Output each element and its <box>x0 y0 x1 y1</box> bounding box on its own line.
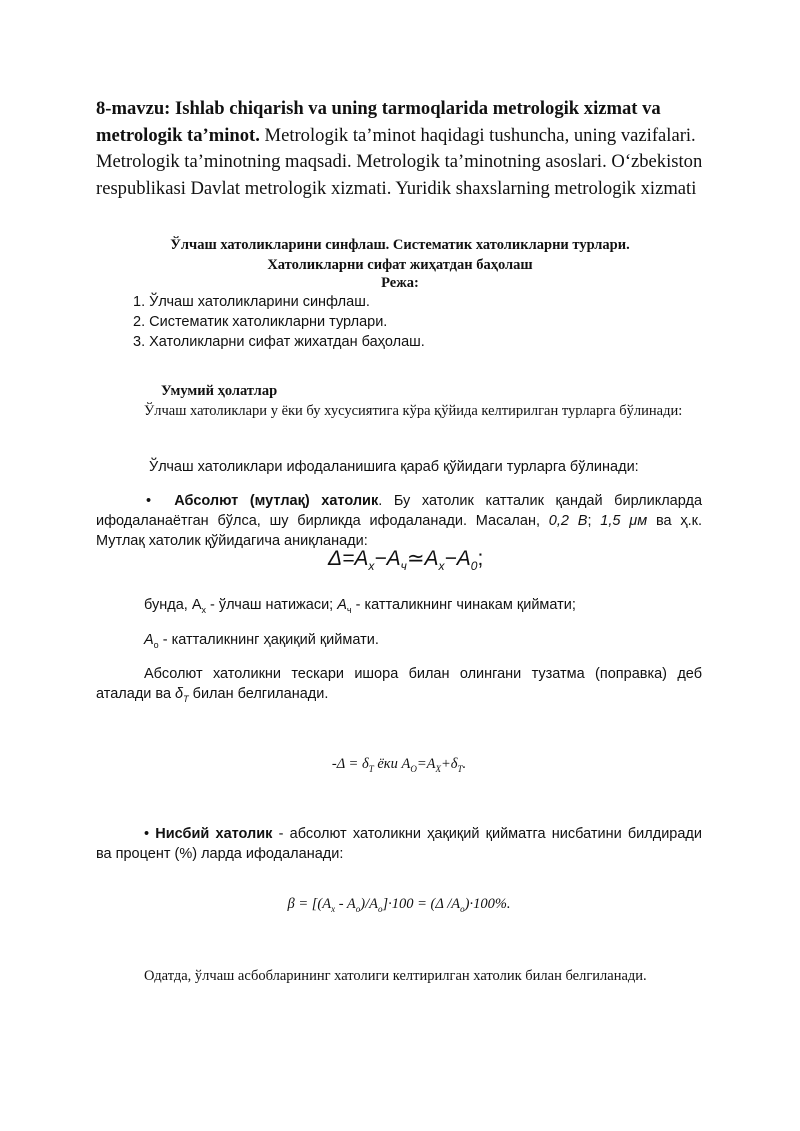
absolute-error-text: . Бу хатолик катталик қандай бирликларда ифодаланаётган бўлса, шу бирликда ифодаланади. Масалан, <box>96 493 703 529</box>
absolute-error-text-end: ва ҳ.к. Мутлақ хатолик қўйидагича аниқланади: <box>96 513 703 549</box>
plan-label: Режа: <box>381 275 419 291</box>
formula2-sub: X <box>435 763 441 774</box>
general-paragraph-1: Ўлчаш хатоликлари у ёки бу хусусиятига кўра қўйида келтирилган турларга бўлинади: <box>144 403 683 419</box>
formula-a: A <box>456 547 471 570</box>
absolute-error-term: Абсолют (мутлақ) хатолик <box>174 493 379 509</box>
where-text: - катталикнинг чинакам қиймати; <box>351 597 576 613</box>
relative-error-paragraph <box>96 824 702 864</box>
correction-text-end: билан белгиланади. <box>188 686 329 702</box>
formula3-part: )·100%. <box>464 896 511 912</box>
formula3-sub: x <box>331 903 336 914</box>
formula2-sub: O <box>410 763 417 774</box>
formula-a: A <box>354 547 369 570</box>
example-value-1: 0,2 В <box>548 513 588 529</box>
plan-item-3: 3. Хатоликларни сифат жихатдан баҳолаш. <box>133 334 425 350</box>
correction-symbol: δ <box>175 686 184 702</box>
formula-a: A <box>386 547 401 570</box>
formula3-sub: o <box>355 903 361 914</box>
bullet: • <box>144 826 150 842</box>
topic-title: 8-mavzu: Ishlab chiqarish va uning tarmoqlarida metrologik xizmat va metrologik ta’minot. <box>96 98 661 146</box>
closing-paragraph: Одатда, ўлчаш асбобларининг хатолиги келтирилган хатолик билан белгиланади. <box>144 968 647 984</box>
correction-paragraph <box>96 664 702 709</box>
formula-equals: = <box>342 547 355 570</box>
formula3-sub: o <box>377 903 383 914</box>
formula-minus: − <box>374 547 387 570</box>
relative-error-formula <box>96 896 702 914</box>
correction-formula <box>96 756 702 774</box>
formula-sub: x <box>438 559 445 574</box>
formula-sub: ч <box>400 559 407 574</box>
where-sub: o <box>153 639 159 650</box>
lecture-title-line-2: Хатоликларни сифат жиҳатдан баҳолаш <box>267 257 533 273</box>
formula-semicolon: ; <box>477 547 484 570</box>
formula2-part: ёки A <box>373 756 411 772</box>
formula3-sub: o <box>460 903 465 914</box>
where-symbol: A <box>337 597 347 613</box>
topic-paragraph <box>96 96 708 202</box>
plan-item-1: 1. Ўлчаш хатоликларини синфлаш. <box>133 294 370 310</box>
formula-minus: − <box>444 547 457 570</box>
where-sub: x <box>201 604 206 615</box>
lecture-title-line-1: Ўлчаш хатоликларини синфлаш. Систематик хатоликларни турлари. <box>170 237 630 253</box>
example-value-2: 1,5 μм <box>600 513 648 529</box>
where-line-1 <box>144 595 704 620</box>
formula-approx: ≃ <box>406 547 425 570</box>
plan-item-2: 2. Систематик хатоликларни турлари. <box>133 314 388 330</box>
absolute-error-formula <box>328 546 483 573</box>
bullet: • <box>146 493 152 509</box>
formula-a: A <box>424 547 439 570</box>
formula3-part: β = [(A <box>287 896 332 912</box>
formula2-part: +δ <box>440 756 458 772</box>
relative-error-term: Нисбий хатолик <box>155 826 273 842</box>
formula3-part: )/A <box>360 896 378 912</box>
where-sub: ч <box>346 604 352 615</box>
formula2-sub: T <box>368 763 374 774</box>
formula2-sub: T <box>457 763 463 774</box>
formula-delta: Δ <box>328 547 343 570</box>
correction-text: Абсолют хатоликни тескари ишора билан олингани тузатма (поправка) деб аталади ва <box>96 666 702 702</box>
separator: ; <box>587 513 601 529</box>
formula3-part: - A <box>335 896 356 912</box>
formula2-part: -Δ = δ <box>331 756 369 772</box>
relative-error-text: - абсолют хатоликни ҳақиқий қийматга нисбатини билдиради ва процент (%) ларда ифодаланади: <box>96 826 702 862</box>
general-paragraph-2: Ўлчаш хатоликлари ифодаланишига қараб қўйидаги турларга бўлинади: <box>149 459 639 475</box>
formula-sub: 0 <box>470 559 478 574</box>
where-text: бунда, A <box>144 597 202 613</box>
absolute-error-paragraph <box>96 491 702 551</box>
formula2-part: =A <box>416 756 436 772</box>
where-line-2 <box>144 630 704 655</box>
formula3-part: ]·100 = (Δ /A <box>382 896 461 912</box>
topic-description: Metrologik ta’minot haqidagi tushuncha, uning vazifalari. Metrologik ta’minotning maqsadi. Metrologik ta’minotning asoslari. O‘zbekiston respublikasi Davlat metrologik xizmati. Yuridik shaxslarning metrologik xizmati <box>96 124 703 199</box>
correction-sub: T <box>183 693 189 704</box>
where-symbol: A <box>144 632 154 648</box>
where-text: - катталикнинг ҳақиқий қиймати. <box>158 632 379 648</box>
formula2-part: . <box>462 756 467 772</box>
formula-sub: x <box>368 559 375 574</box>
section-heading: Умумий ҳолатлар <box>161 383 278 399</box>
where-text: - ўлчаш натижаси; <box>206 597 338 613</box>
